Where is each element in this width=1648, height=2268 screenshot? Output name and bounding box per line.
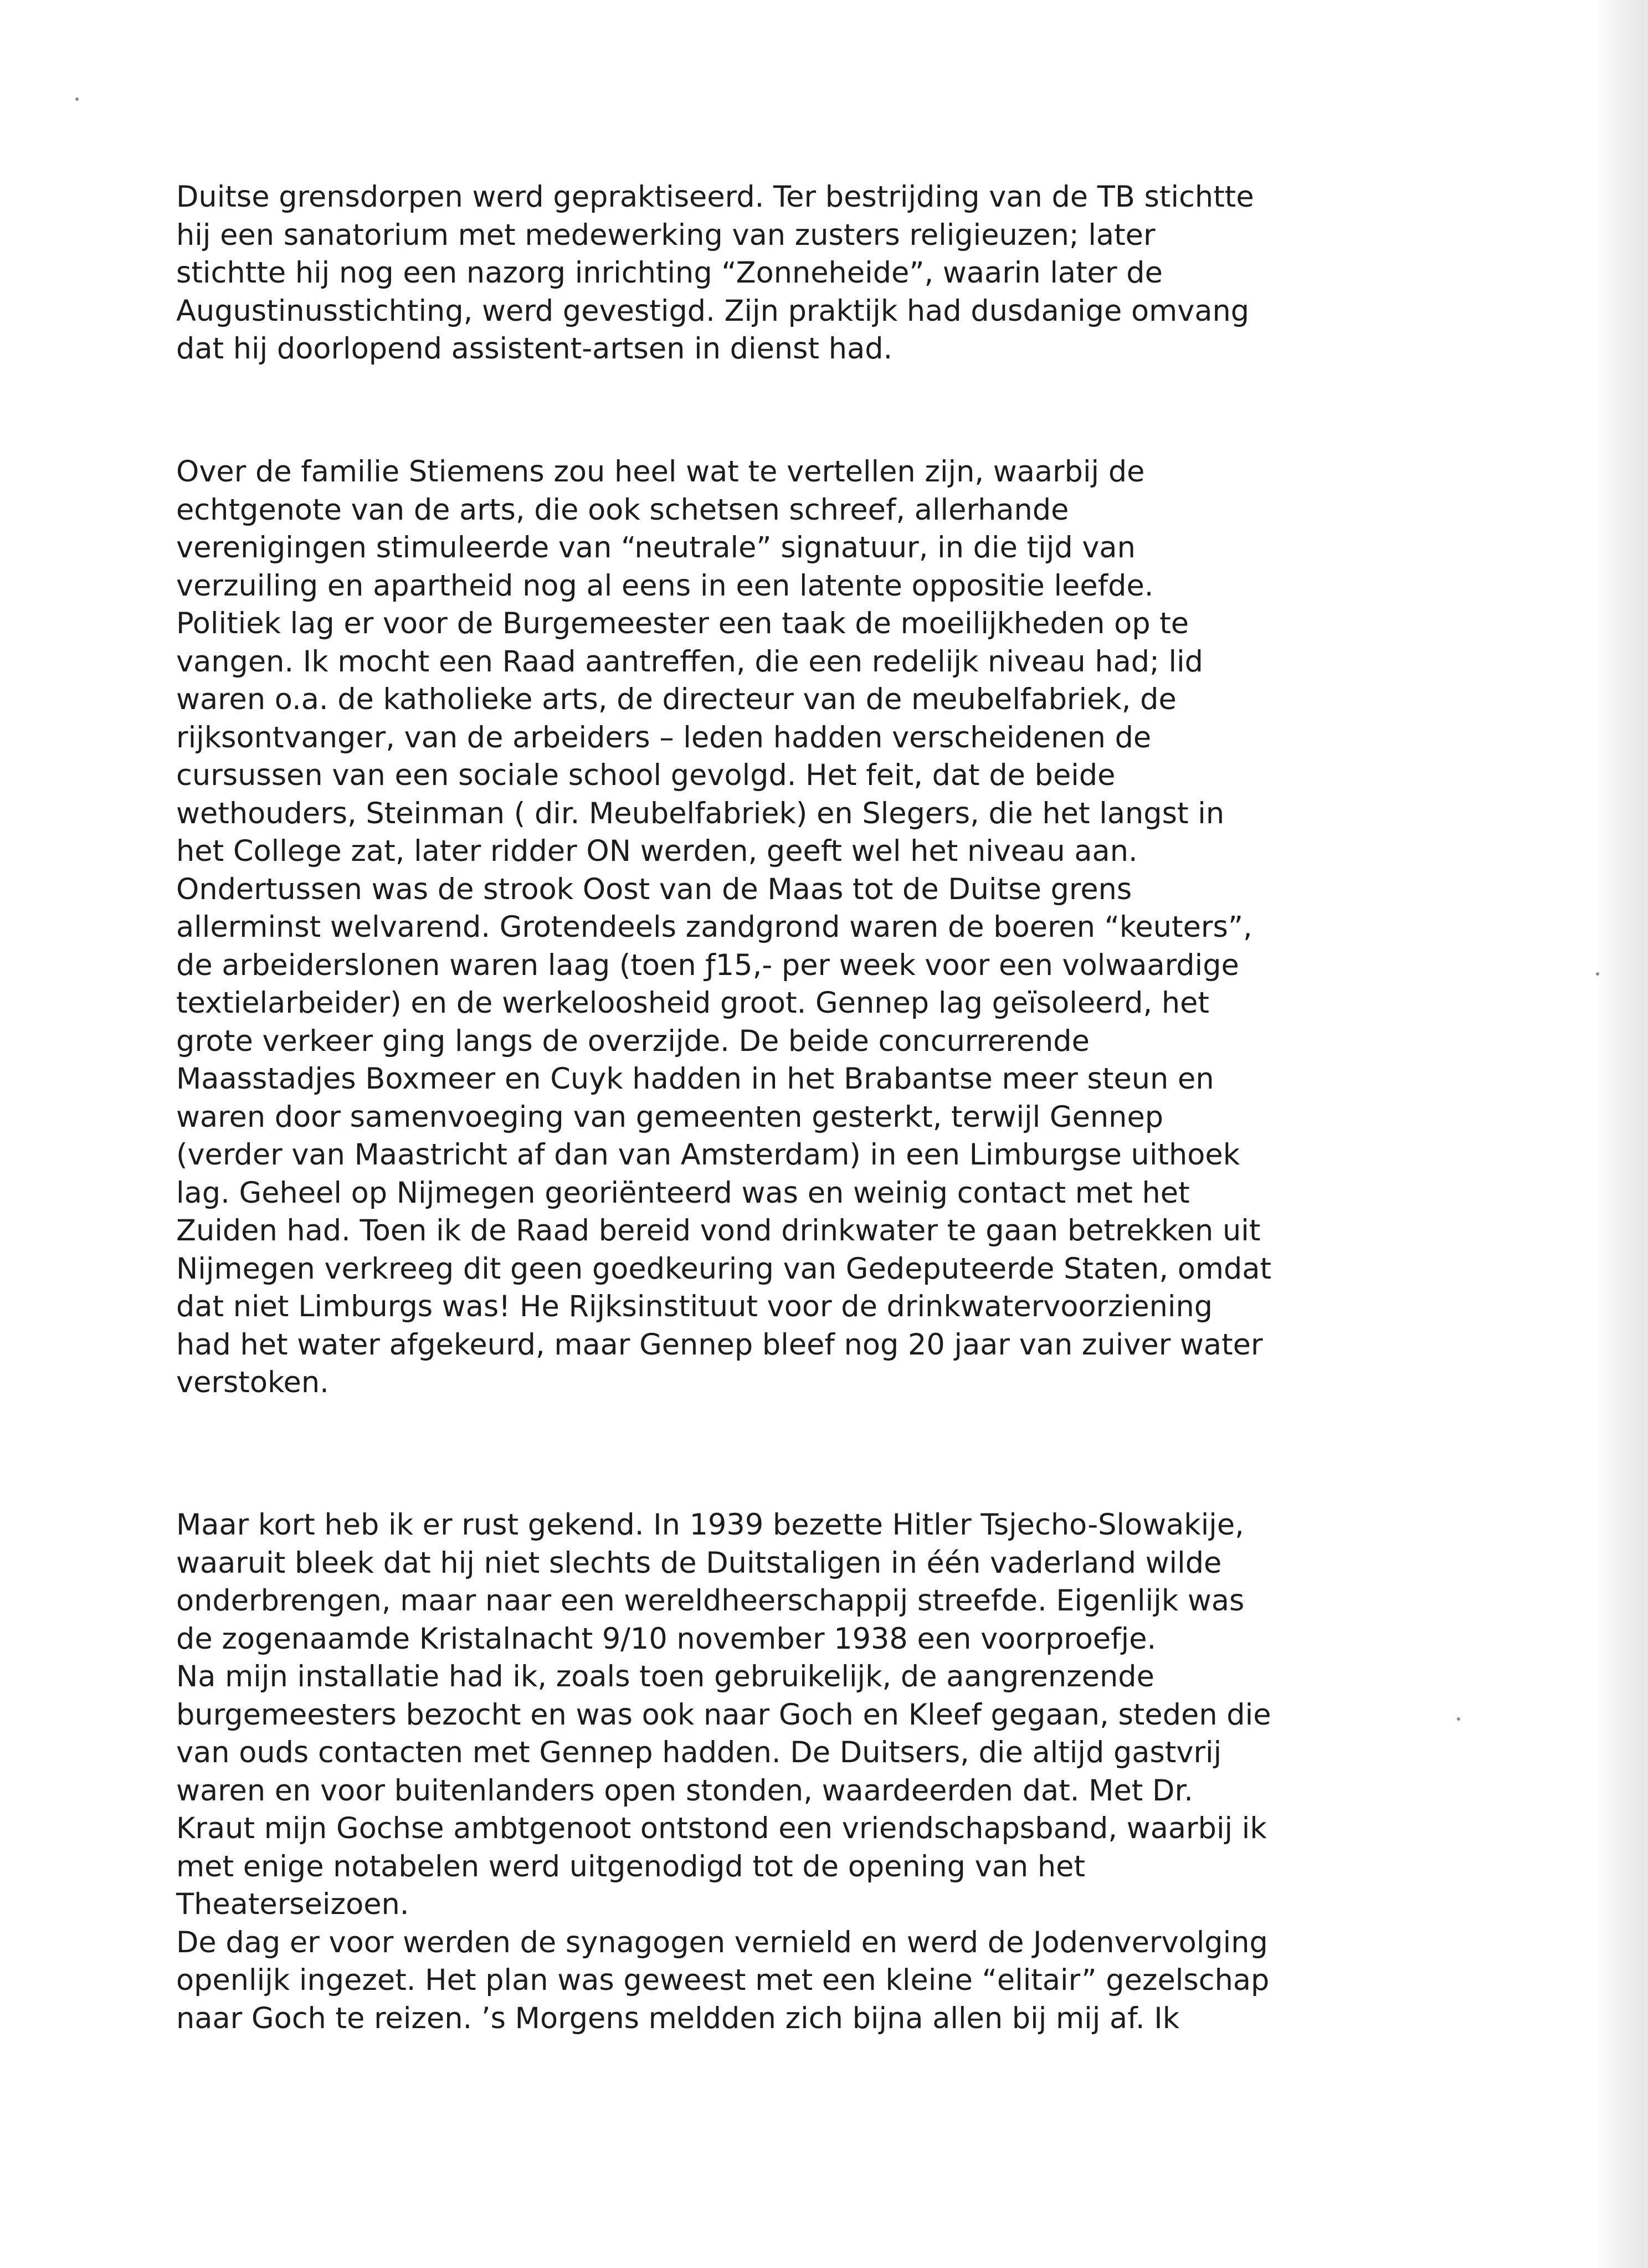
text-line: allerminst welvarend. Grotendeels zandgrond waren de boeren “keuters”,: [176, 910, 1252, 944]
text-line: Na mijn installatie had ik, zoals toen gebruikelijk, de aangrenzende: [176, 1660, 1154, 1694]
scan-speck: [1596, 972, 1599, 976]
text-line: Over de familie Stiemens zou heel wat te vertellen zijn, waarbij de: [176, 455, 1145, 489]
text-line: onderbrengen, maar naar een wereldheerschappij streefde. Eigenlijk was: [176, 1584, 1245, 1618]
text-line: had het water afgekeurd, maar Gennep bleef nog 20 jaar van zuiver water: [176, 1327, 1263, 1362]
text-line: Zuiden had. Toen ik de Raad bereid vond drinkwater te gaan betrekken uit: [176, 1214, 1261, 1248]
text-line: Politiek lag er voor de Burgemeester een taak de moeilijkheden op te: [176, 607, 1189, 640]
text-line: wethouders, Steinman ( dir. Meubelfabriek) en Slegers, die het langst in: [176, 796, 1225, 830]
text-line: waren door samenvoeging van gemeenten gesterkt, terwijl Gennep: [176, 1100, 1164, 1134]
text-line: textielarbeider) en de werkeloosheid groot. Gennep lag geïsoleerd, het: [176, 986, 1209, 1020]
text-line: Maasstadjes Boxmeer en Cuyk hadden in het Brabantse meer steun en: [176, 1062, 1214, 1096]
text-line: met enige notabelen werd uitgenodigd tot de opening van het: [176, 1849, 1085, 1884]
text-line: De dag er voor werden de synagogen vernield en werd de Jodenvervolging: [176, 1925, 1268, 1959]
text-line: van ouds contacten met Gennep hadden. De Duitsers, die altijd gastvrij: [176, 1736, 1222, 1769]
text-line: rijksontvanger, van de arbeiders – leden hadden verscheidenen de: [176, 720, 1152, 755]
text-line: waren en voor buitenlanders open stonden, waardeerden dat. Met Dr.: [176, 1773, 1193, 1808]
text-line: Maar kort heb ik er rust gekend. In 1939 bezette Hitler Tsjecho-Slowakije,: [176, 1508, 1244, 1542]
text-line: grote verkeer ging langs de overzijde. De beide concurrerende: [176, 1024, 1090, 1058]
scan-shadow-edge: [1595, 0, 1648, 2268]
text-line: openlijk ingezet. Het plan was geweest met een kleine “elitair” gezelschap: [176, 1963, 1270, 1997]
text-line: hij een sanatorium met medewerking van zusters religieuzen; later: [176, 218, 1156, 252]
text-line: Duitse grensdorpen werd gepraktiseerd. Ter bestrijding van de TB stichtte: [176, 180, 1254, 214]
text-line: Augustinusstichting, werd gevestigd. Zijn praktijk had dusdanige omvang: [176, 294, 1250, 328]
text-line: vangen. Ik mocht een Raad aantreffen, die een redelijk niveau had; lid: [176, 644, 1204, 679]
text-line: lag. Geheel op Nijmegen georiënteerd was en weinig contact met het: [176, 1176, 1190, 1210]
text-line: Theaterseizoen.: [176, 1887, 409, 1921]
text-line: echtgenote van de arts, die ook schetsen schreef, allerhande: [176, 492, 1069, 527]
paragraph: [176, 178, 1417, 368]
text-line: Ondertussen was de strook Oost van de Maas tot de Duitse grens: [176, 872, 1132, 906]
paragraph: [176, 1506, 1417, 2038]
text-line: verenigingen stimuleerde van “neutrale” signatuur, in die tijd van: [176, 531, 1136, 565]
text-line: cursussen van een sociale school gevolgd. Het feit, dat de beide: [176, 758, 1116, 792]
paragraph: [176, 453, 1417, 1402]
text-line: dat niet Limburgs was! He Rijksinstituut voor de drinkwatervoorziening: [176, 1290, 1213, 1323]
text-line: waaruit bleek dat hij niet slechts de Duitstaligen in één vaderland wilde: [176, 1546, 1222, 1580]
text-line: stichtte hij nog een nazorg inrichting “Zonneheide”, waarin later de: [176, 256, 1163, 290]
scan-speck: [1457, 1717, 1460, 1721]
text-line: het College zat, later ridder ON werden, geeft wel het niveau aan.: [176, 834, 1138, 868]
text-line: verzuiling en apartheid nog al eens in een latente oppositie leefde.: [176, 568, 1154, 603]
text-line: verstoken.: [176, 1366, 329, 1399]
text-line: waren o.a. de katholieke arts, de directeur van de meubelfabriek, de: [176, 683, 1177, 716]
text-line: de zogenaamde Kristalnacht 9/10 november 1938 een voorproefje.: [176, 1622, 1157, 1656]
text-line: de arbeiderslonen waren laag (toen ƒ15,- per week voor een volwaardige: [176, 948, 1239, 982]
text-line: dat hij doorlopend assistent-artsen in dienst had.: [176, 332, 893, 366]
text-line: Nijmegen verkreeg dit geen goedkeuring van Gedeputeerde Staten, omdat: [176, 1251, 1272, 1286]
text-line: Kraut mijn Gochse ambtgenoot ontstond een vriendschapsband, waarbij ik: [176, 1812, 1267, 1845]
scan-speck: [75, 98, 79, 101]
text-line: burgemeesters bezocht en was ook naar Goch en Kleef gegaan, steden die: [176, 1697, 1271, 1732]
text-line: naar Goch te reizen. ’s Morgens meldden zich bijna allen bij mij af. Ik: [176, 2001, 1180, 2035]
text-line: (verder van Maastricht af dan van Amsterdam) in een Limburgse uithoek: [176, 1138, 1240, 1172]
